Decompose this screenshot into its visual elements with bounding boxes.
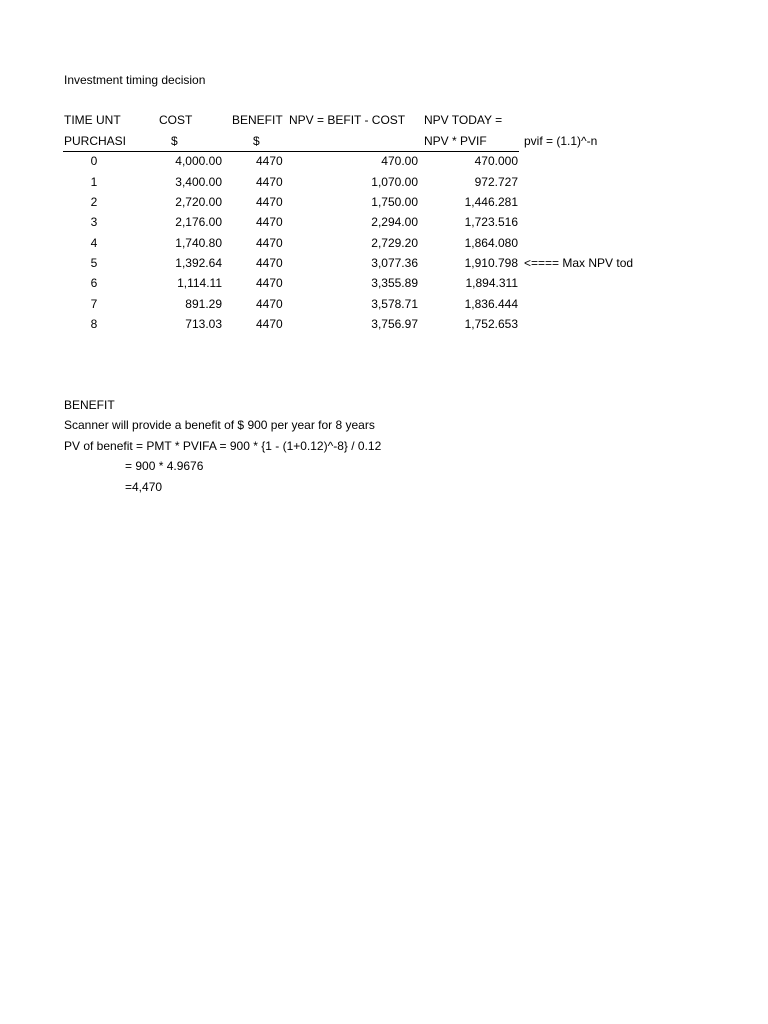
cell-note xyxy=(524,235,646,251)
header-pvif-note: pvif = (1.1)^-n xyxy=(524,134,598,148)
cell-cost: 1,740.80 xyxy=(175,236,222,250)
cell-time: 2 xyxy=(90,195,98,209)
cell-npv: 2,294.00 xyxy=(371,215,418,229)
cell-benefit: 4470 xyxy=(256,317,283,331)
cell-benefit: 4470 xyxy=(256,195,283,209)
cell-npv: 1,070.00 xyxy=(371,175,418,189)
header-cost-unit: $ xyxy=(171,134,178,148)
header-divider xyxy=(63,151,519,152)
header-npv-pvif: NPV * PVIF xyxy=(424,134,487,148)
cell-note xyxy=(524,174,646,190)
header-time-unit: TIME UNT xyxy=(64,113,121,127)
cell-npv-today: 470.000 xyxy=(474,154,518,168)
cell-cost: 1,392.64 xyxy=(175,256,222,270)
cell-npv-today: 1,836.444 xyxy=(464,297,518,311)
cell-npv: 1,750.00 xyxy=(371,195,418,209)
cell-note xyxy=(524,153,646,169)
cell-cost: 1,114.11 xyxy=(177,276,222,290)
cell-benefit: 4470 xyxy=(256,256,283,270)
cell-npv: 2,729.20 xyxy=(371,236,418,250)
cell-benefit: 4470 xyxy=(256,154,283,168)
cell-note xyxy=(524,316,646,332)
cell-cost: 3,400.00 xyxy=(175,175,222,189)
header-purchase: PURCHASI xyxy=(64,134,126,148)
cell-time: 3 xyxy=(90,215,98,229)
cell-note xyxy=(524,296,646,312)
cell-npv-today: 1,894.311 xyxy=(465,276,518,290)
cell-npv: 3,756.97 xyxy=(371,317,418,331)
cell-time: 6 xyxy=(90,276,98,290)
cell-time: 8 xyxy=(90,317,98,331)
cell-benefit: 4470 xyxy=(256,175,283,189)
cell-time: 0 xyxy=(90,154,98,168)
cell-npv-today: 1,864.080 xyxy=(464,236,518,250)
cell-npv-today: 1,910.798 xyxy=(464,256,518,270)
cell-cost: 2,176.00 xyxy=(175,215,222,229)
cell-cost: 891.29 xyxy=(185,297,222,311)
cell-npv-today: 1,446.281 xyxy=(464,195,518,209)
cell-benefit: 4470 xyxy=(256,297,283,311)
header-npv: NPV = BEFIT - COST xyxy=(289,113,406,127)
cell-cost: 2,720.00 xyxy=(175,195,222,209)
cell-benefit: 4470 xyxy=(256,276,283,290)
cell-time: 7 xyxy=(90,297,98,311)
cell-time: 4 xyxy=(90,236,98,250)
cell-npv: 3,355.89 xyxy=(371,276,418,290)
cell-benefit: 4470 xyxy=(256,215,283,229)
max-npv-note: <==== Max NPV tod xyxy=(524,256,634,270)
benefit-description: Scanner will provide a benefit of $ 900 per year for 8 years xyxy=(64,418,375,432)
cell-note xyxy=(524,194,646,210)
cell-note xyxy=(524,275,646,291)
cell-npv-today: 1,723.516 xyxy=(464,215,518,229)
cell-npv: 3,578.71 xyxy=(371,297,418,311)
header-benefit-unit: $ xyxy=(253,134,260,148)
cell-time: 5 xyxy=(90,256,98,270)
cell-npv: 3,077.36 xyxy=(371,256,418,270)
cell-cost: 4,000.00 xyxy=(175,154,222,168)
cell-note xyxy=(524,214,646,230)
cell-npv: 470.00 xyxy=(381,154,418,168)
benefit-result: =4,470 xyxy=(125,480,163,494)
cell-npv-today: 1,752.653 xyxy=(464,317,518,331)
cell-time: 1 xyxy=(90,175,98,189)
header-cost: COST xyxy=(159,113,193,127)
header-npv-today: NPV TODAY = xyxy=(424,113,503,127)
header-benefit: BENEFIT xyxy=(232,113,283,127)
cell-benefit: 4470 xyxy=(256,236,283,250)
cell-npv-today: 972.727 xyxy=(474,175,518,189)
benefit-heading: BENEFIT xyxy=(64,398,115,412)
benefit-formula: PV of benefit = PMT * PVIFA = 900 * {1 - (1+0.12)^-8} / 0.12 xyxy=(64,439,382,453)
benefit-calculation: = 900 * 4.9676 xyxy=(125,459,204,473)
cell-cost: 713.03 xyxy=(185,317,222,331)
sheet-title: Investment timing decision xyxy=(64,73,206,87)
